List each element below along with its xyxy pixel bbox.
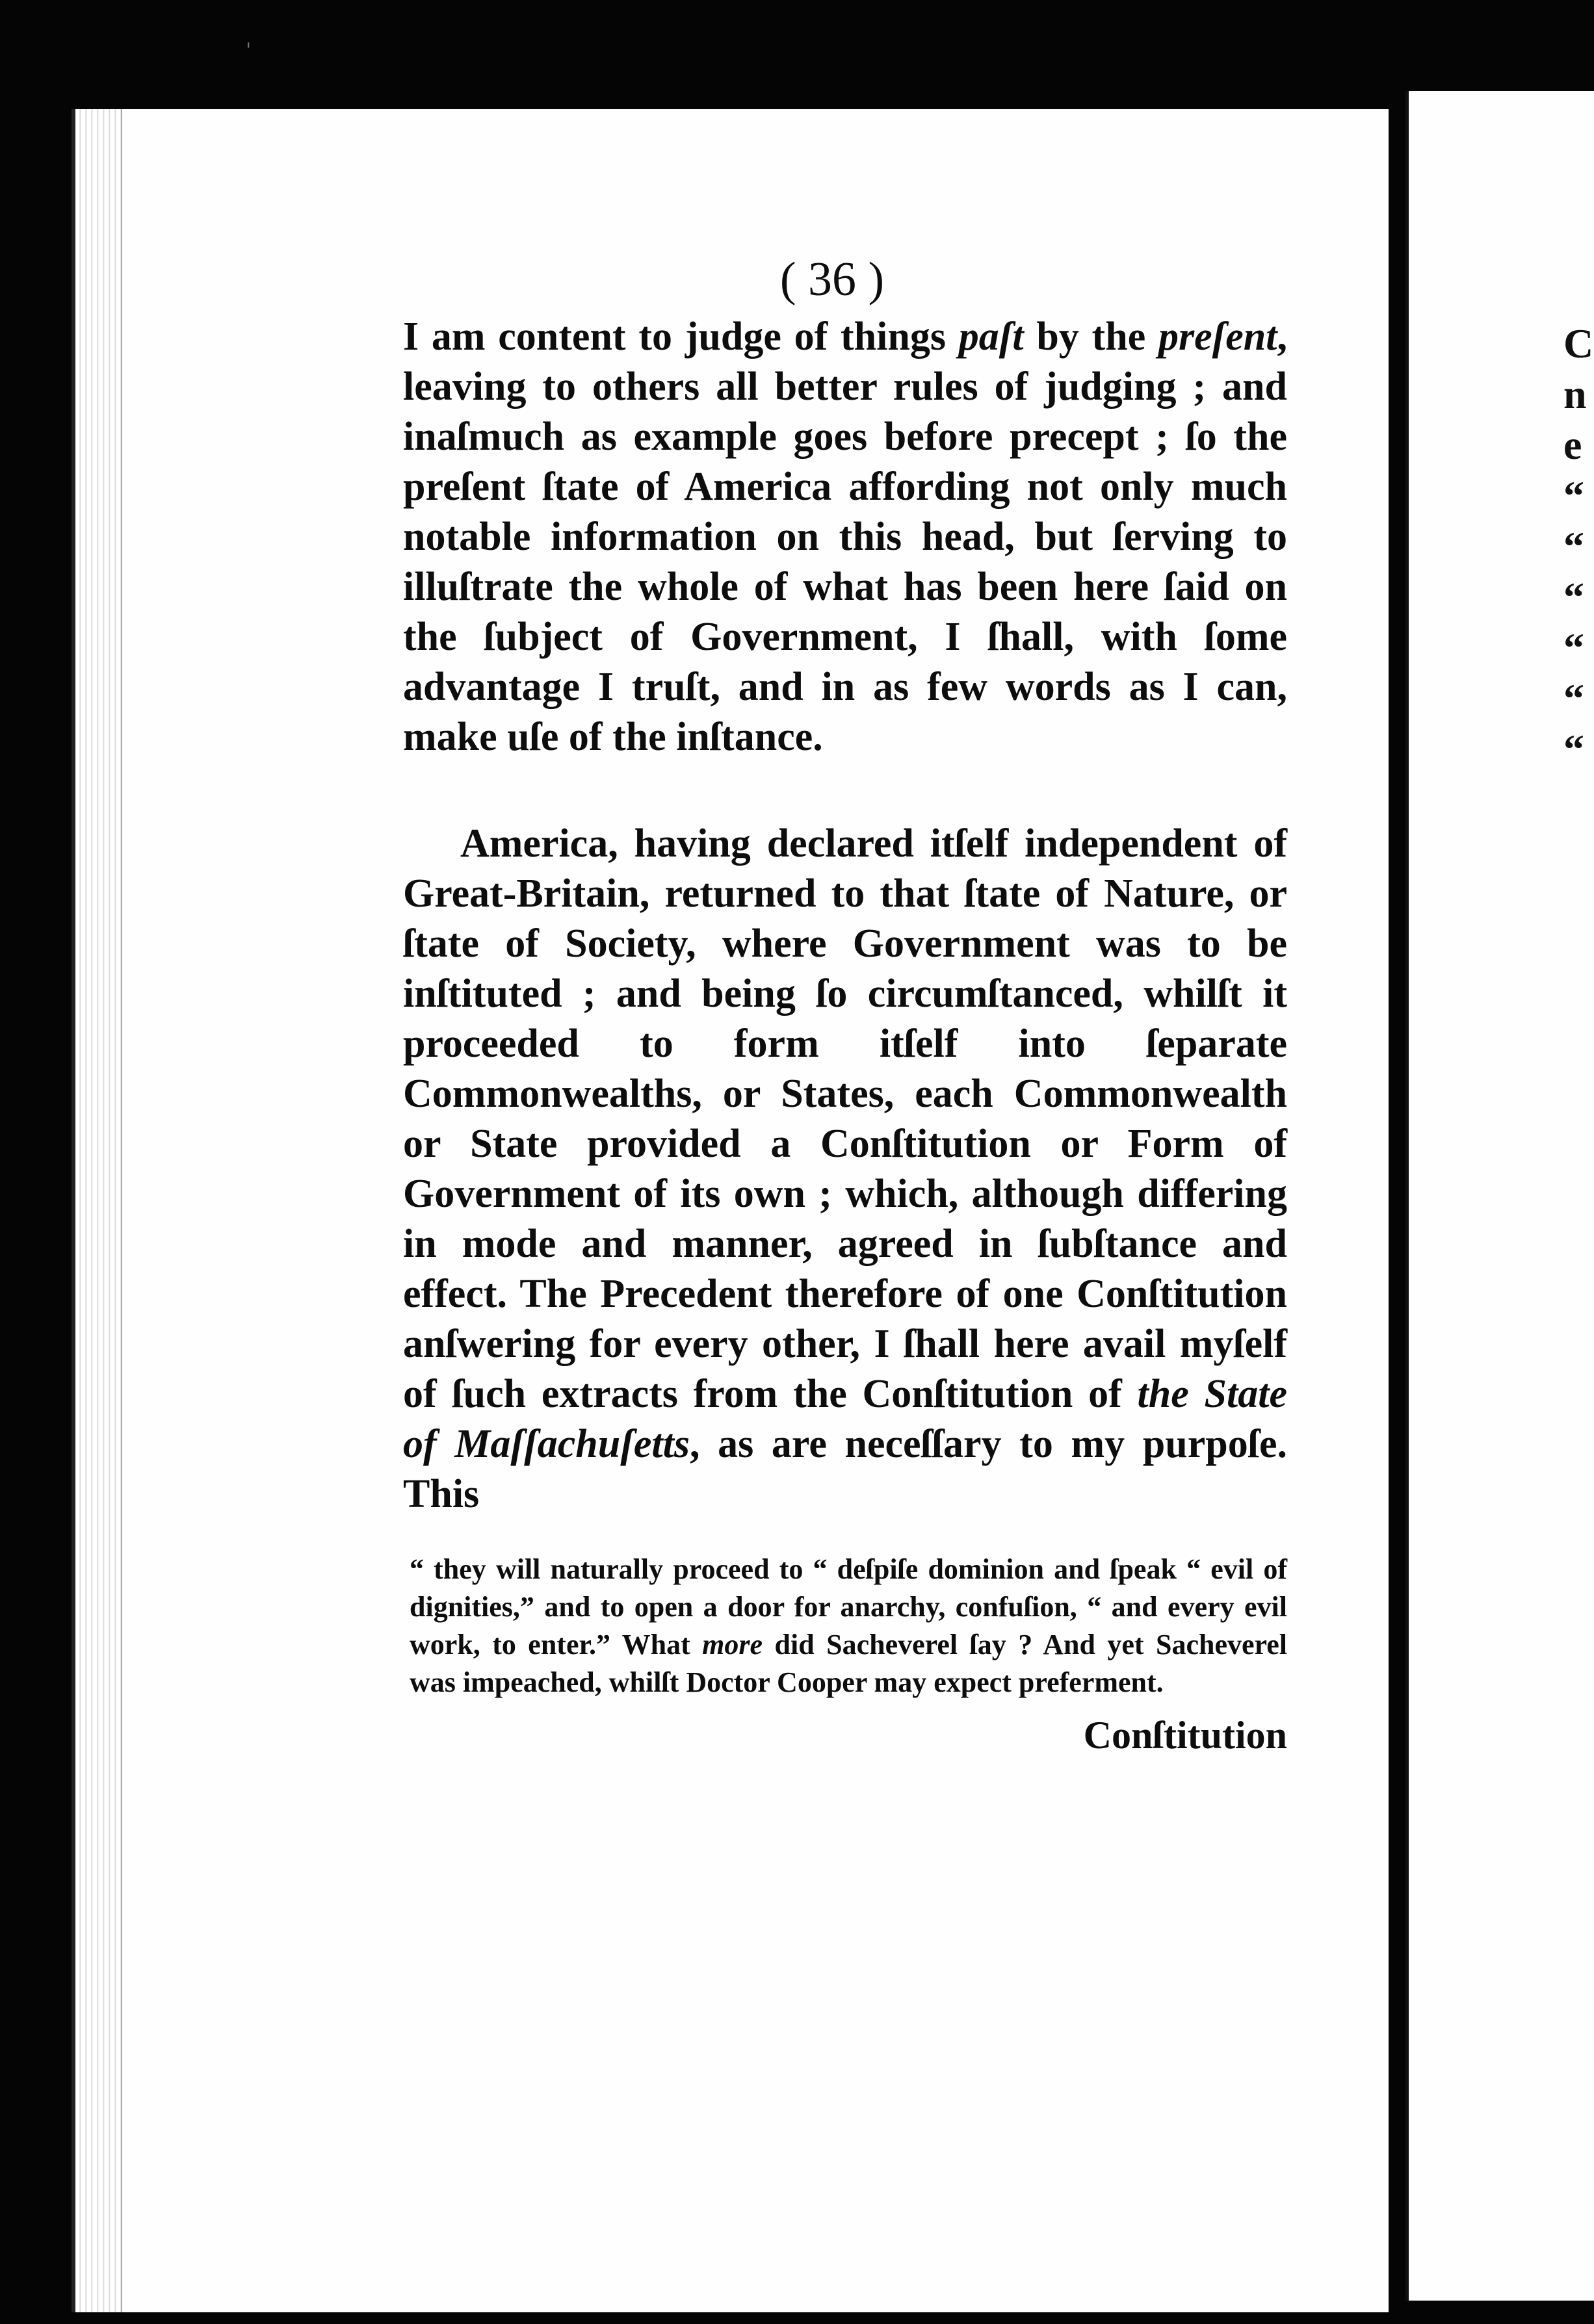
paragraph-1-text: , leaving to others all better rules of judging ; and inaſmuch as example goes before precept ; ſo the preſent ſtate of America affording not only much notable information on this head, but ſerving to illuſtrate the whole of what has been here ſaid on the ſubject of Government, I ſhall, with ſome advantage I truſt, and in as few words as I can, make uſe of the inſtance. bbox=[403, 315, 1287, 759]
paragraph-1-italic-past: paſt bbox=[958, 315, 1024, 359]
right-page-letter: “ bbox=[1563, 523, 1584, 569]
right-page-letter: “ bbox=[1563, 625, 1584, 671]
paragraph-1-text: I am content to judge of things bbox=[403, 315, 959, 359]
paragraph-2-italic-massachusetts: the State of Maſſachuſetts bbox=[403, 1372, 1287, 1466]
footnote-text: did Sacheverel ſay ? And yet Sacheverel was impeached, whilſt Doctor Cooper may expect preferment. bbox=[410, 1629, 1287, 1698]
footnote-text: “ they will naturally proceed to “ deſpiſe dominion and ſpeak “ evil of dignities,” and to open a door for anarchy, confuſion, “ and every evil work, to enter.” What bbox=[410, 1553, 1287, 1660]
paragraph-1-italic-present: preſent bbox=[1158, 315, 1277, 359]
footnote bbox=[403, 1551, 1287, 1701]
page-edge-stack bbox=[75, 109, 122, 2312]
right-page-letter: “ bbox=[1563, 726, 1584, 772]
right-page-letter: C bbox=[1563, 320, 1594, 367]
paragraph-1-text: by the bbox=[1023, 315, 1158, 359]
paragraph-2 bbox=[403, 819, 1287, 1519]
right-page-cropped-letters bbox=[1563, 318, 1594, 775]
stray-mark: ' bbox=[246, 39, 252, 62]
footnote-italic-more: more bbox=[702, 1629, 763, 1660]
paragraph-2-text: America, having declared itſelf independent of Great-Britain, returned to that ſtate of Nature, or ſtate of Society, where Government was to be inſtituted ; and being ſo circumſtanced, whilſt it proceeded to form itſelf into ſeparate Commonwealths, or States, each Commonwealth or State provided a Conſtitution or Form of Government of its own ; which, although differing in mode and manner, agreed in ſubſtance and effect. The Precedent therefore of one Conſtitution anſwering for every other, I ſhall here avail myſelf of ſuch extracts from the Conſtitution of bbox=[403, 821, 1287, 1416]
paragraph-2-text: , as are neceſſary to my purpoſe. This bbox=[403, 1422, 1287, 1516]
right-page-letter: n bbox=[1563, 371, 1587, 417]
paragraph-1 bbox=[403, 312, 1287, 762]
page-number: ( 36 ) bbox=[779, 253, 885, 306]
right-page-letter: “ bbox=[1563, 574, 1584, 620]
page-content bbox=[403, 247, 1287, 1758]
right-page-letter: “ bbox=[1563, 472, 1584, 519]
right-page-letter: “ bbox=[1563, 675, 1584, 721]
right-page-letter: e bbox=[1563, 422, 1582, 468]
catchword: Conſtitution bbox=[1083, 1714, 1287, 1757]
